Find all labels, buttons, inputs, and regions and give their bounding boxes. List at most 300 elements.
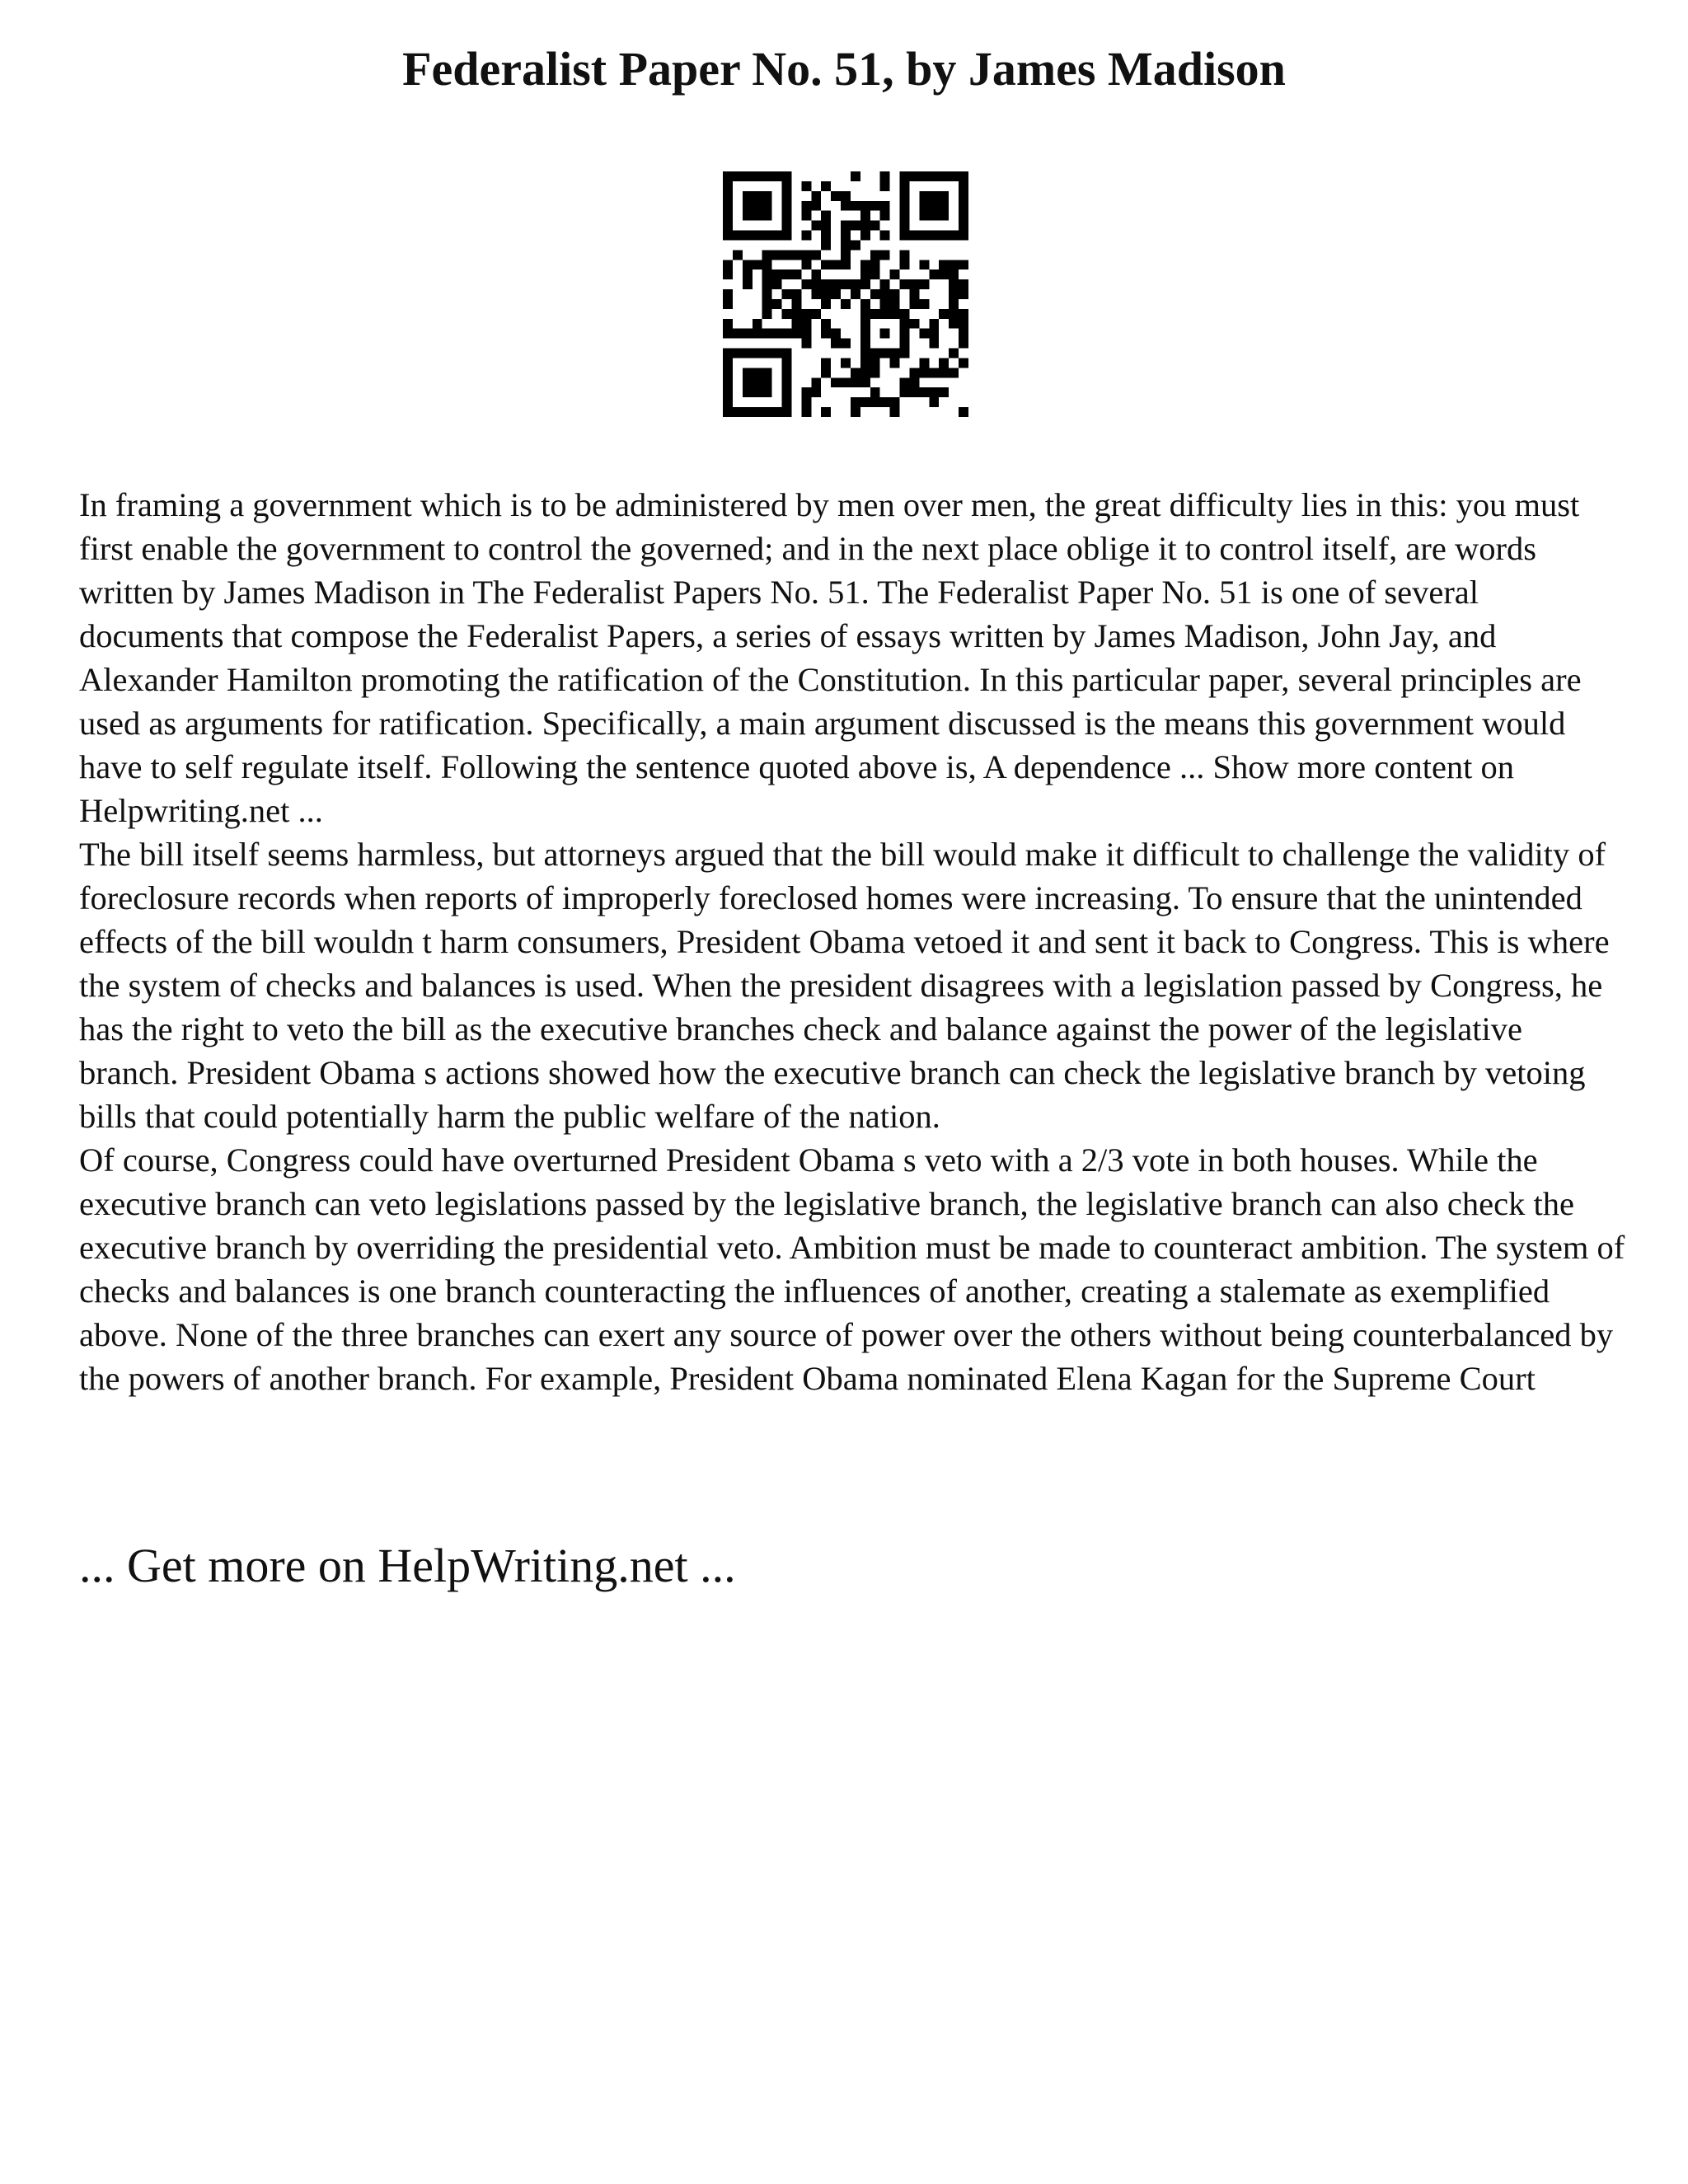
qr-module — [831, 339, 841, 349]
qr-module — [870, 349, 880, 359]
qr-module — [939, 309, 949, 319]
qr-module — [772, 329, 782, 339]
qr-module — [900, 211, 910, 221]
qr-module — [762, 368, 772, 377]
qr-module — [949, 299, 959, 309]
qr-module — [959, 260, 968, 269]
qr-module — [762, 231, 772, 241]
qr-module — [811, 387, 821, 397]
qr-module — [900, 201, 910, 211]
qr-module — [949, 319, 959, 329]
qr-module — [959, 171, 968, 181]
qr-module — [791, 309, 801, 319]
qr-module — [841, 358, 851, 368]
qr-module — [900, 339, 910, 349]
qr-module — [900, 309, 910, 319]
qr-module — [929, 319, 939, 329]
qr-module — [762, 250, 772, 260]
qr-module — [772, 299, 782, 309]
qr-module — [782, 309, 792, 319]
qr-module — [900, 260, 910, 269]
qr-module — [851, 201, 860, 211]
qr-code-icon — [723, 171, 968, 417]
qr-module — [782, 221, 792, 231]
qr-module — [723, 368, 733, 377]
qr-module — [772, 269, 782, 279]
qr-module — [870, 250, 880, 260]
qr-module — [939, 368, 949, 377]
qr-module — [900, 349, 910, 359]
qr-module — [900, 231, 910, 241]
qr-module — [743, 201, 753, 211]
qr-module — [753, 231, 762, 241]
qr-module — [929, 339, 939, 349]
qr-module — [890, 289, 900, 299]
qr-module — [831, 329, 841, 339]
qr-module — [723, 397, 733, 407]
qr-module — [762, 171, 772, 181]
qr-module — [919, 231, 929, 241]
qr-module — [782, 407, 792, 417]
qr-module — [909, 299, 919, 309]
qr-module — [919, 279, 929, 289]
qr-module — [880, 231, 890, 241]
qr-module — [821, 211, 831, 221]
qr-module — [723, 289, 733, 299]
qr-module — [723, 358, 733, 368]
qr-module — [860, 368, 870, 377]
qr-module — [870, 201, 880, 211]
qr-module — [860, 279, 870, 289]
qr-module — [870, 309, 880, 319]
qr-module — [723, 171, 733, 181]
qr-module — [959, 221, 968, 231]
qr-module — [821, 368, 831, 377]
qr-module — [959, 191, 968, 201]
qr-module — [929, 201, 939, 211]
qr-module — [772, 231, 782, 241]
qr-module — [791, 319, 801, 329]
qr-module — [959, 407, 968, 417]
qr-module — [949, 289, 959, 299]
qr-module — [743, 368, 753, 377]
qr-module — [919, 201, 929, 211]
qr-module — [880, 299, 890, 309]
qr-module — [880, 349, 890, 359]
qr-module — [743, 329, 753, 339]
qr-module — [880, 181, 890, 191]
qr-module — [880, 171, 890, 181]
qr-module — [821, 260, 831, 269]
qr-module — [733, 250, 743, 260]
qr-module — [723, 221, 733, 231]
qr-module — [723, 211, 733, 221]
qr-module — [772, 349, 782, 359]
qr-module — [860, 269, 870, 279]
qr-module — [782, 397, 792, 407]
qr-module — [880, 250, 890, 260]
qr-module — [860, 260, 870, 269]
qr-module — [890, 397, 900, 407]
qr-module — [743, 260, 753, 269]
qr-module — [880, 211, 890, 221]
qr-module — [782, 349, 792, 359]
qr-module — [909, 319, 919, 329]
qr-module — [890, 299, 900, 309]
qr-module — [949, 309, 959, 319]
qr-module — [762, 299, 772, 309]
qr-module — [851, 240, 860, 250]
qr-module — [860, 358, 870, 368]
qr-module — [929, 231, 939, 241]
qr-module — [723, 377, 733, 387]
qr-module — [782, 269, 792, 279]
qr-module — [900, 221, 910, 231]
qr-module — [929, 329, 939, 339]
qr-module — [743, 211, 753, 221]
qr-module — [821, 240, 831, 250]
qr-module — [782, 250, 792, 260]
qr-module — [890, 349, 900, 359]
qr-module — [959, 339, 968, 349]
qr-module — [919, 191, 929, 201]
qr-module — [959, 231, 968, 241]
qr-module — [791, 250, 801, 260]
qr-module — [870, 387, 880, 397]
qr-module — [762, 309, 772, 319]
qr-module — [821, 279, 831, 289]
qr-module — [723, 231, 733, 241]
qr-module — [753, 377, 762, 387]
qr-module — [851, 397, 860, 407]
qr-module — [801, 260, 811, 269]
qr-module — [949, 368, 959, 377]
qr-module — [743, 387, 753, 397]
qr-module — [959, 201, 968, 211]
qr-module — [733, 171, 743, 181]
qr-module — [772, 171, 782, 181]
qr-module — [791, 269, 801, 279]
qr-module — [890, 269, 900, 279]
qr-module — [762, 269, 772, 279]
qr-module — [723, 299, 733, 309]
qr-module — [782, 201, 792, 211]
qr-module — [762, 377, 772, 387]
qr-module — [900, 329, 910, 339]
qr-module — [900, 171, 910, 181]
qr-module — [753, 387, 762, 397]
qr-module — [880, 397, 890, 407]
qr-module — [841, 240, 851, 250]
qr-module — [821, 407, 831, 417]
qr-module — [880, 329, 890, 339]
qr-module — [772, 250, 782, 260]
qr-module — [851, 368, 860, 377]
qr-module — [909, 231, 919, 241]
qr-module — [743, 231, 753, 241]
qr-module — [743, 171, 753, 181]
qr-module — [782, 387, 792, 397]
qr-module — [841, 260, 851, 269]
qr-module — [900, 191, 910, 201]
qr-module — [782, 289, 792, 299]
qr-module — [949, 279, 959, 289]
qr-module — [831, 191, 841, 201]
qr-module — [851, 377, 860, 387]
qr-module — [821, 329, 831, 339]
qr-module — [762, 387, 772, 397]
qr-module — [939, 231, 949, 241]
qr-module — [870, 221, 880, 231]
qr-module — [811, 279, 821, 289]
qr-module — [939, 358, 949, 368]
qr-module — [909, 377, 919, 387]
qr-module — [801, 201, 811, 211]
qr-module — [801, 319, 811, 329]
qr-module — [753, 349, 762, 359]
qr-module — [870, 368, 880, 377]
qr-module — [870, 289, 880, 299]
qr-module — [870, 260, 880, 269]
qr-module — [900, 250, 910, 260]
qr-module — [782, 191, 792, 201]
qr-module — [900, 387, 910, 397]
qr-module — [811, 269, 821, 279]
qr-module — [801, 250, 811, 260]
qr-module — [851, 171, 860, 181]
qr-module — [723, 387, 733, 397]
qr-module — [860, 299, 870, 309]
qr-module — [821, 358, 831, 368]
qr-module — [919, 299, 929, 309]
qr-module — [919, 387, 929, 397]
qr-module — [959, 211, 968, 221]
qr-module — [801, 181, 811, 191]
qr-module — [753, 260, 762, 269]
qr-module — [939, 387, 949, 397]
qr-module — [753, 319, 762, 329]
qr-module — [782, 377, 792, 387]
qr-module — [919, 368, 929, 377]
qr-module — [801, 279, 811, 289]
qr-module — [949, 171, 959, 181]
qr-module — [831, 260, 841, 269]
qr-module — [743, 377, 753, 387]
qr-module — [821, 181, 831, 191]
qr-module — [959, 329, 968, 339]
qr-module — [929, 397, 939, 407]
qr-module — [860, 339, 870, 349]
qr-module — [753, 211, 762, 221]
qr-module — [939, 211, 949, 221]
qr-module — [762, 407, 772, 417]
qr-module — [870, 269, 880, 279]
qr-module — [851, 407, 860, 417]
qr-module — [880, 201, 890, 211]
qr-module — [900, 319, 910, 329]
qr-module — [811, 221, 821, 231]
qr-module — [919, 329, 929, 339]
qr-module — [782, 181, 792, 191]
qr-module — [733, 407, 743, 417]
qr-module — [929, 269, 939, 279]
qr-module — [723, 319, 733, 329]
paragraph: In framing a government which is to be administered by men over men, the great difficulty lies in this: you must first enable the government to control the governed; and in the next place oblige it to control itself, are words written by James Madison in The Federalist Papers No. 51. The Federalist Paper No. 51 is one of several documents that compose the Federalist Papers, a series of essays written by James Madison, John Jay, and Alexander Hamilton promoting the ratification of the Constitution. In this particular paper, several principles are used as arguments for ratification. Specifically, a main argument discussed is the means this government would have to self regulate itself. Following the sentence quoted above is, A dependence ... Show more content on Helpwriting.net ... — [79, 486, 1582, 829]
qr-module — [801, 397, 811, 407]
qr-module — [880, 309, 890, 319]
qr-module — [851, 279, 860, 289]
qr-module — [919, 260, 929, 269]
qr-module — [860, 309, 870, 319]
qr-module — [821, 231, 831, 241]
qr-module — [959, 309, 968, 319]
qr-module — [860, 201, 870, 211]
qr-module — [870, 358, 880, 368]
qr-module — [900, 181, 910, 191]
qr-module — [782, 231, 792, 241]
qr-module — [762, 211, 772, 221]
qr-module — [860, 349, 870, 359]
qr-module — [831, 279, 841, 289]
paragraph: Of course, Congress could have overturned President Obama s veto with a 2/3 vote in both houses. While the executive branch can veto legislations passed by the legislative branch, the legislative branch can also check the executive branch by overriding the presidential veto. Ambition must be made to counteract ambition. The system of checks and balances is one branch counteracting the influences of another, creating a stalemate as exemplified above. None of the three branches can exert any source of power over the others without being counterbalanced by the powers of another branch. For example, President Obama nominated Elena Kagan for the Supreme Court — [79, 1141, 1625, 1397]
qr-module — [753, 171, 762, 181]
qr-module — [959, 358, 968, 368]
qr-module — [909, 387, 919, 397]
qr-module — [831, 289, 841, 299]
qr-module — [811, 250, 821, 260]
qr-module — [762, 289, 772, 299]
qr-module — [909, 171, 919, 181]
qr-module — [841, 231, 851, 241]
qr-module — [841, 201, 851, 211]
qr-module — [939, 269, 949, 279]
qr-module — [900, 279, 910, 289]
qr-module — [821, 319, 831, 329]
qr-module — [909, 289, 919, 299]
qr-module — [801, 387, 811, 397]
page-title: Federalist Paper No. 51, by James Madison — [402, 42, 1286, 96]
qr-module — [851, 221, 860, 231]
qr-module — [762, 329, 772, 339]
paragraph: The bill itself seems harmless, but attorneys argued that the bill would make it difficult to challenge the validity of foreclosure records when reports of improperly foreclosed homes were increasing. To ensure that the unintended effects of the bill wouldn t harm consumers, President Obama vetoed it and sent it back to Congress. This is where the system of checks and balances is used. When the president disagrees with a legislation passed by Congress, he has the right to veto the bill as the executive branches check and balance against the power of the legislative branch. President Obama s actions showed how the executive branch can check the legislative branch by vetoing bills that could potentially harm the public welfare of the nation. — [79, 836, 1610, 1135]
qr-module — [791, 329, 801, 339]
qr-module — [791, 289, 801, 299]
qr-module — [801, 309, 811, 319]
qr-module — [782, 171, 792, 181]
qr-module — [723, 329, 733, 339]
qr-module — [772, 279, 782, 289]
qr-module — [841, 250, 851, 260]
qr-module — [753, 368, 762, 377]
qr-module — [949, 349, 959, 359]
qr-module — [860, 329, 870, 339]
qr-module — [821, 289, 831, 299]
qr-module — [841, 279, 851, 289]
qr-module — [762, 191, 772, 201]
qr-module — [890, 407, 900, 417]
qr-module — [801, 231, 811, 241]
qr-module — [890, 358, 900, 368]
qr-module — [860, 397, 870, 407]
qr-module — [880, 279, 890, 289]
qr-module — [743, 279, 753, 289]
qr-module — [959, 181, 968, 191]
article-body — [79, 483, 1629, 1400]
qr-module — [860, 319, 870, 329]
qr-module — [772, 407, 782, 417]
qr-module — [801, 339, 811, 349]
qr-module — [811, 201, 821, 211]
qr-module — [939, 201, 949, 211]
qr-module — [811, 191, 821, 201]
qr-module — [959, 289, 968, 299]
qr-module — [801, 407, 811, 417]
qr-module — [929, 387, 939, 397]
qr-module — [919, 171, 929, 181]
qr-module — [939, 191, 949, 201]
qr-module — [939, 171, 949, 181]
qr-module — [949, 231, 959, 241]
qr-module — [841, 221, 851, 231]
qr-module — [743, 349, 753, 359]
get-more-link[interactable]: ... Get more on HelpWriting.net ... — [79, 1539, 736, 1592]
qr-module — [821, 221, 831, 231]
qr-module — [762, 349, 772, 359]
qr-module — [811, 309, 821, 319]
qr-module — [851, 289, 860, 299]
qr-module — [782, 358, 792, 368]
qr-module — [801, 211, 811, 221]
qr-module — [723, 269, 733, 279]
qr-module — [723, 181, 733, 191]
qr-module — [909, 368, 919, 377]
qr-module — [929, 191, 939, 201]
qr-module — [811, 377, 821, 387]
qr-module — [890, 309, 900, 319]
qr-module — [782, 368, 792, 377]
qr-module — [743, 269, 753, 279]
qr-module — [733, 231, 743, 241]
qr-module — [860, 221, 870, 231]
qr-module — [743, 191, 753, 201]
qr-module — [860, 231, 870, 241]
qr-module — [929, 211, 939, 221]
qr-module — [762, 201, 772, 211]
qr-module — [723, 349, 733, 359]
qr-module — [753, 407, 762, 417]
qr-module — [762, 260, 772, 269]
qr-module — [841, 191, 851, 201]
qr-module — [880, 289, 890, 299]
qr-code-graphic — [723, 171, 968, 417]
qr-module — [900, 377, 910, 387]
qr-module — [860, 211, 870, 221]
qr-module — [733, 349, 743, 359]
qr-module — [841, 339, 851, 349]
qr-module — [959, 319, 968, 329]
qr-module — [782, 329, 792, 339]
qr-module — [821, 299, 831, 309]
qr-module — [782, 211, 792, 221]
qr-module — [919, 358, 929, 368]
qr-module — [870, 397, 880, 407]
qr-module — [811, 289, 821, 299]
qr-module — [929, 368, 939, 377]
qr-module — [753, 329, 762, 339]
qr-module — [919, 211, 929, 221]
qr-module — [841, 299, 851, 309]
qr-module — [753, 201, 762, 211]
